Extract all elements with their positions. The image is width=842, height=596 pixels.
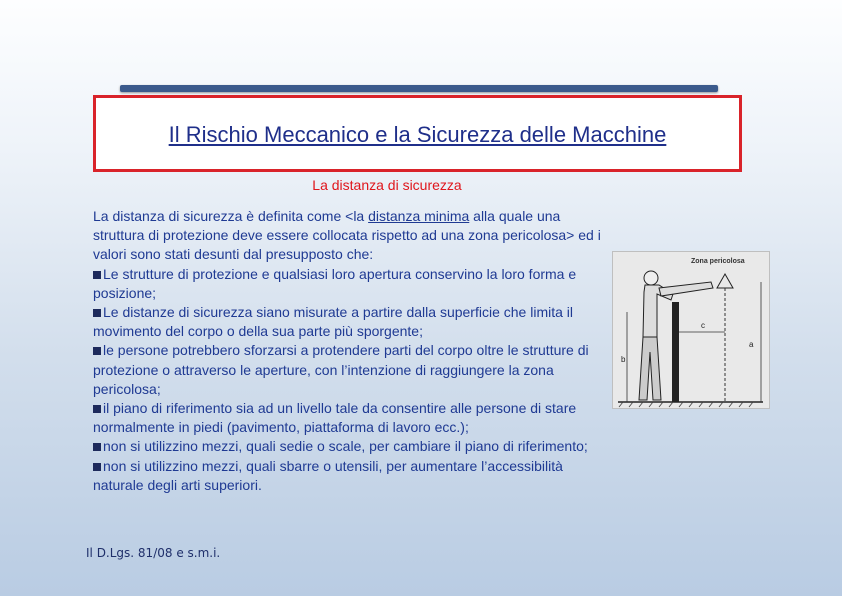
protective-barrier [672, 302, 679, 402]
intro-underlined: distanza minima [368, 208, 470, 224]
list-item: non si utilizzino mezzi, quali sbarre o utensili, per aumentare l’accessibilità naturale degli arti superiori. [93, 457, 563, 493]
dimension-c-label: c [701, 321, 705, 330]
dimension-b-label: b [621, 355, 626, 364]
safety-distance-figure [612, 251, 770, 409]
figure-label: Zona pericolosa [691, 258, 745, 265]
square-bullet-icon [93, 347, 101, 355]
page-title: Il Rischio Meccanico e la Sicurezza delle Macchine [168, 122, 667, 147]
intro-after: alla quale una struttura di protezione deve essere collocata rispetto ad una zona pericolosa> ed i valori sono stati desunti dal presupposto che: [93, 208, 601, 263]
square-bullet-icon [93, 443, 101, 451]
square-bullet-icon [93, 309, 101, 317]
subtitle: La distanza di sicurezza [312, 177, 462, 193]
square-bullet-icon [93, 463, 101, 471]
title-top-bar [120, 85, 718, 92]
danger-zone-marker [717, 274, 733, 288]
intro-before: La distanza di sicurezza è definita come <la [93, 208, 369, 224]
list-item: le persone potrebbero sforzarsi a protendere parti del corpo oltre le strutture di protezione o attraverso le aperture, con l’intenzione di raggiungere la zona pericolosa; [93, 342, 589, 397]
square-bullet-icon [93, 405, 101, 413]
person-reaching-illustration [613, 252, 769, 408]
list-item: Le distanze di sicurezza siano misurate a partire dalla superficie che limita il movimento del corpo o della sua parte più sporgente; [93, 304, 573, 340]
body-text [93, 207, 613, 495]
title-box [93, 95, 742, 172]
list-item: il piano di riferimento sia ad un livello tale da consentire alle persone di stare normalmente in piedi (pavimento, piattaforma di lavoro ecc.); [93, 400, 577, 436]
intro-paragraph [93, 208, 601, 262]
list-item: non si utilizzino mezzi, quali sedie o scale, per cambiare il piano di riferimento; [93, 437, 613, 456]
footer-text: Il D.Lgs. 81/08 e s.m.i. [86, 546, 221, 560]
list-item: Le strutture di protezione e qualsiasi loro apertura conservino la loro forma e posizione; [93, 265, 577, 301]
square-bullet-icon [93, 271, 101, 279]
dimension-a-label: a [749, 340, 754, 349]
